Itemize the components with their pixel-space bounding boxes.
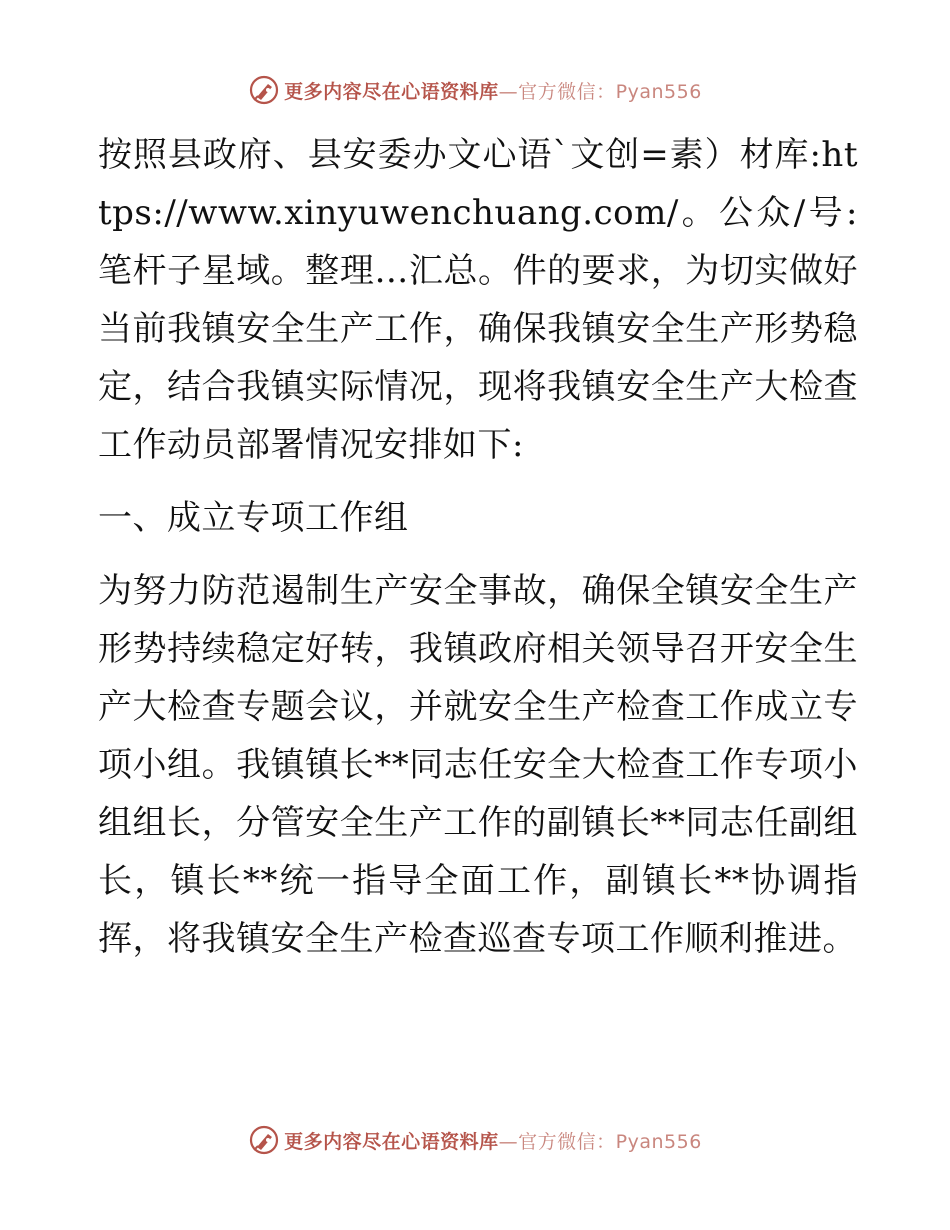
watermark-text: 更多内容尽在心语资料库—官方微信：Pyan556: [284, 1130, 702, 1153]
section-heading-1: 一、成立专项工作组: [98, 498, 409, 538]
watermark-text: 更多内容尽在心语资料库—官方微信：Pyan556: [284, 80, 702, 103]
paragraph-intro: 按照县政府、县安委办文心语`文创=素）材库:https://www.xinyuwenchuang.com/。公众/号: 笔杆子星域。整理…汇总。件的要求，为切实做好当前我镇安全生产工作，确保我镇安全生产形势稳定，结合我镇实际情况，现将我镇安全生产大检查工作动员部署情况安排如下:: [98, 135, 858, 465]
footer-watermark-banner: [0, 1120, 950, 1160]
paragraph-section-1: 为努力防范遏制生产安全事故，确保全镇安全生产形势持续稳定好转，我镇政府相关领导召开安全生产大检查专题会议，并就安全生产检查工作成立专项小组。我镇镇长**同志任安全大检查工作专项小组组长，分管安全生产工作的副镇长**同志任副组长，镇长**统一指导全面工作，副镇长**协调指挥，将我镇安全生产检查巡查专项工作顺利推进。: [98, 571, 858, 959]
pen-nib-icon: [248, 1124, 280, 1156]
pen-nib-icon: [248, 74, 280, 106]
document-body: [98, 126, 858, 968]
header-watermark-banner: [0, 70, 950, 110]
